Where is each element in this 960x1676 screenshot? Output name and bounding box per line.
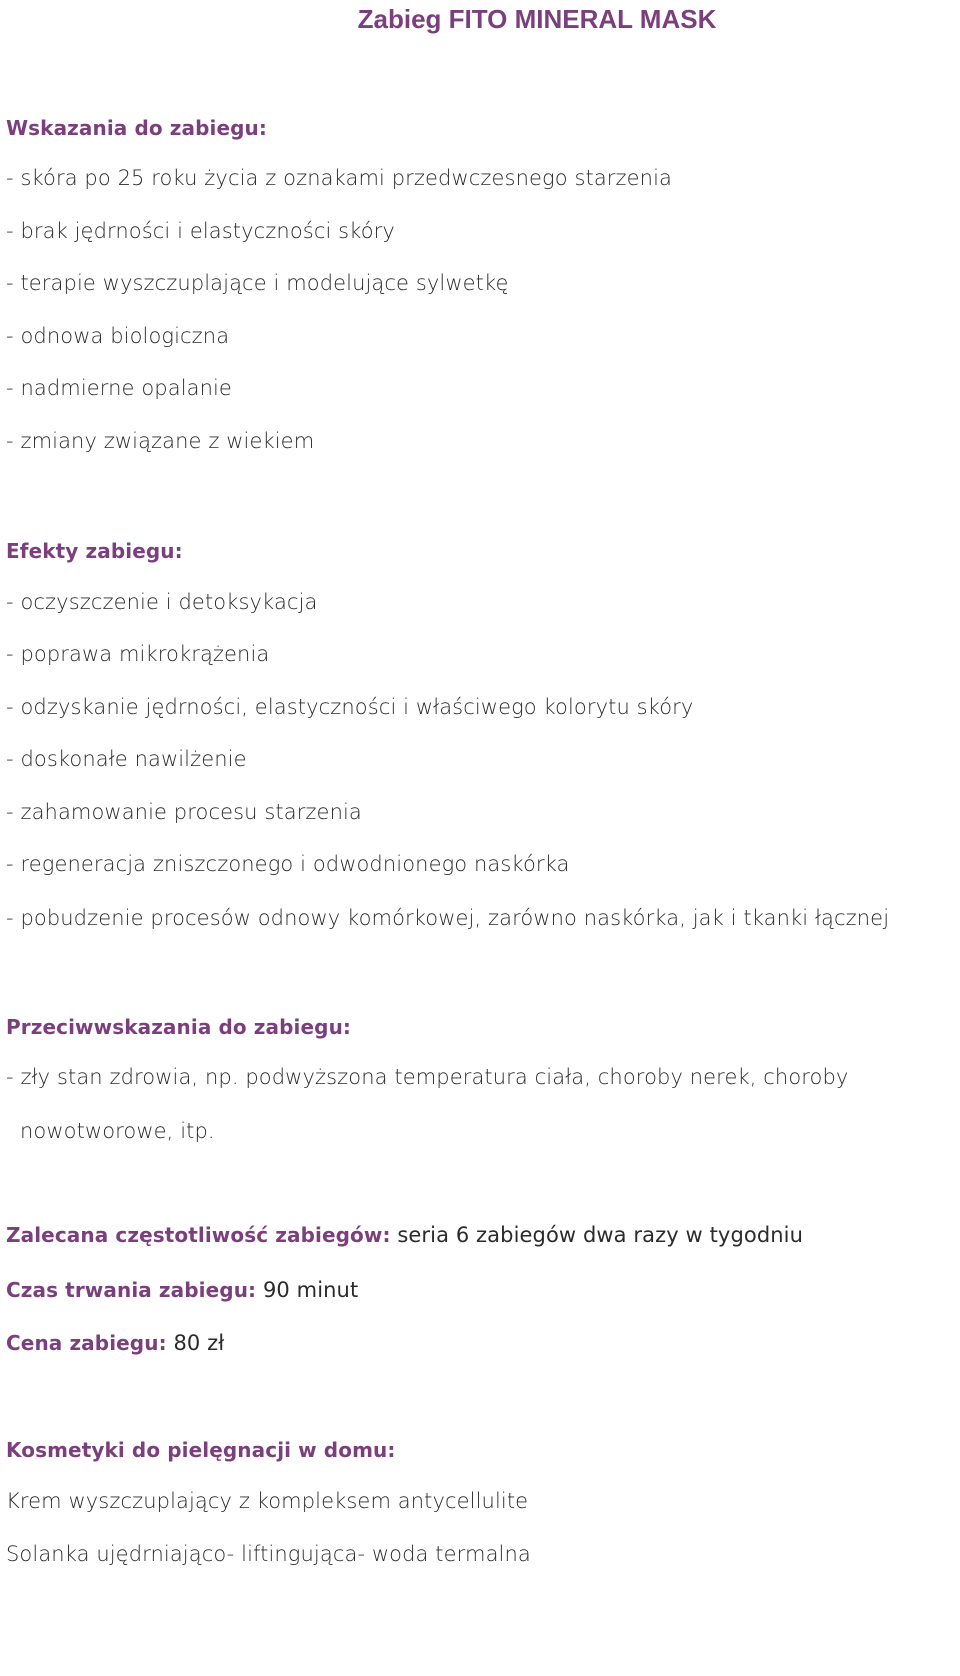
indication-item: - zmiany związane z wiekiem — [6, 429, 315, 453]
duration-value: 90 minut — [262, 1278, 359, 1302]
frequency-value: seria 6 zabiegów dwa razy w tygodniu — [397, 1223, 804, 1247]
indication-item: - brak jędrności i elastyczności skóry — [6, 219, 395, 243]
home-care-item: Krem wyszczuplający z kompleksem antycellulite — [6, 1489, 529, 1513]
effect-item: - regeneracja zniszczonego i odwodnionego naskórka — [6, 852, 570, 876]
effect-item: - poprawa mikrokrążenia — [6, 642, 270, 666]
home-care-heading: Kosmetyki do pielęgnacji w domu: — [6, 1438, 396, 1462]
frequency-row — [6, 1221, 803, 1249]
effect-item: - oczyszczenie i detoksykacja — [6, 590, 318, 614]
duration-label: Czas trwania zabiegu: — [6, 1278, 257, 1302]
indication-item: - nadmierne opalanie — [6, 376, 232, 400]
effect-item: - odzyskanie jędrności, elastyczności i właściwego kolorytu skóry — [6, 695, 694, 719]
contraindications-heading: Przeciwwskazania do zabiegu: — [6, 1015, 352, 1039]
home-care-item: Solanka ujędrniająco- liftingująca- woda termalna — [6, 1542, 531, 1566]
indications-heading: Wskazania do zabiegu: — [6, 116, 267, 140]
effect-item: - pobudzenie procesów odnowy komórkowej, zarówno naskórka, jak i tkanki łącznej — [6, 906, 890, 930]
price-value: 80 zł — [173, 1331, 225, 1355]
indication-item: - odnowa biologiczna — [6, 324, 230, 348]
frequency-label: Zalecana częstotliwość zabiegów: — [6, 1223, 391, 1247]
duration-row — [6, 1276, 358, 1304]
price-label: Cena zabiegu: — [6, 1331, 167, 1355]
indication-item: - terapie wyszczuplające i modelujące sylwetkę — [6, 271, 509, 295]
price-row — [6, 1329, 224, 1357]
effects-heading: Efekty zabiegu: — [6, 539, 183, 563]
contraindication-item-continuation: nowotworowe, itp. — [20, 1119, 215, 1143]
effect-item: - zahamowanie procesu starzenia — [6, 800, 362, 824]
contraindication-item: - zły stan zdrowia, np. podwyższona temperatura ciała, choroby nerek, choroby — [6, 1065, 849, 1089]
effect-item: - doskonałe nawilżenie — [6, 747, 247, 771]
indication-item: - skóra po 25 roku życia z oznakami przedwczesnego starzenia — [6, 166, 672, 190]
page-title: Zabieg FITO MINERAL MASK — [357, 4, 717, 34]
